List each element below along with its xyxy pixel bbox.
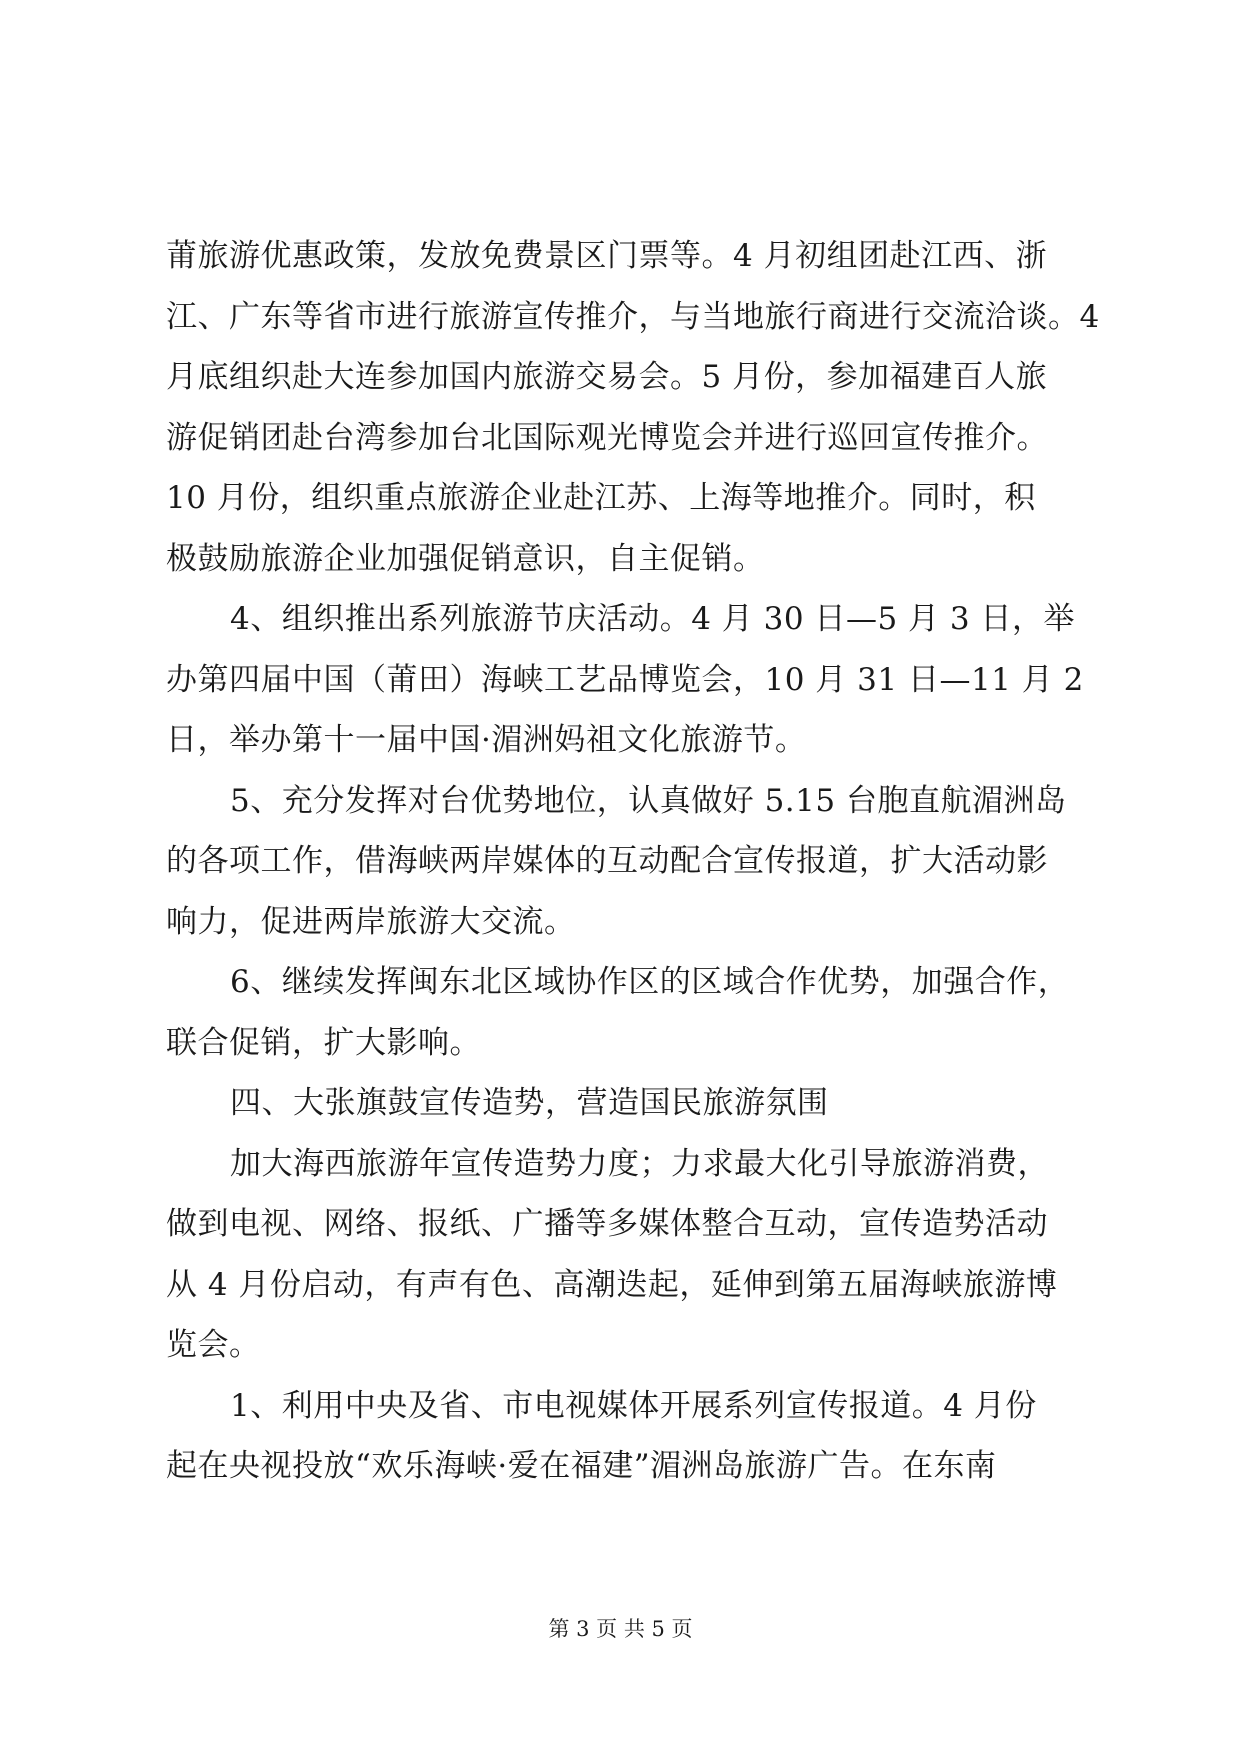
- paragraph-start-line: 加大海西旅游年宣传造势力度；力求最大化引导旅游消费，: [230, 1145, 1049, 1182]
- text-line: 的各项工作，借海峡两岸媒体的互动配合宣传报道，扩大活动影: [166, 843, 1048, 879]
- page-number-footer: 第 3 页 共 5 页: [548, 1617, 693, 1641]
- section-heading: 四、大张旗鼓宣传造势，营造国民旅游氛围: [230, 1085, 829, 1121]
- paragraph-start-line: 1、利用中央及省、市电视媒体开展系列宣传报道。4 月份: [230, 1387, 1037, 1424]
- paragraph-start-line: 4、组织推出系列旅游节庆活动。4 月 30 日—5 月 3 日，举: [230, 601, 1075, 637]
- text-line: 江、广东等省市进行旅游宣传推介，与当地旅行商进行交流洽谈。4: [166, 298, 1100, 335]
- text-line: 起在央视投放“欢乐海峡·爱在福建”湄洲岛旅游广告。在东南: [166, 1448, 997, 1484]
- text-line: 联合促销，扩大影响。: [166, 1024, 481, 1061]
- text-line: 10 月份，组织重点旅游企业赴江苏、上海等地推介。同时，积: [166, 480, 1036, 516]
- text-line: 做到电视、网络、报纸、广播等多媒体整合互动，宣传造势活动: [166, 1206, 1048, 1242]
- text-line: 从 4 月份启动，有声有色、高潮迭起，延伸到第五届海峡旅游博: [166, 1266, 1058, 1303]
- text-line: 月底组织赴大连参加国内旅游交易会。5 月份，参加福建百人旅: [166, 359, 1048, 395]
- text-line: 办第四届中国（莆田）海峡工艺品博览会，10 月 31 日—11 月 2: [166, 661, 1084, 698]
- text-line: 莆旅游优惠政策，发放免费景区门票等。4 月初组团赴江西、浙: [166, 238, 1048, 274]
- text-line: 游促销团赴台湾参加台北国际观光博览会并进行巡回宣传推介。: [166, 419, 1048, 456]
- text-line: 极鼓励旅游企业加强促销意识，自主促销。: [166, 540, 765, 577]
- paragraph-start-line: 5、充分发挥对台优势地位，认真做好 5.15 台胞直航湄洲岛: [230, 782, 1067, 819]
- text-line: 响力，促进两岸旅游大交流。: [166, 903, 576, 940]
- document-body: [166, 226, 1100, 1497]
- text-line: 览会。: [166, 1327, 261, 1363]
- text-line: 日，举办第十一届中国·湄洲妈祖文化旅游节。: [166, 722, 807, 758]
- paragraph-start-line: 6、继续发挥闽东北区域协作区的区域合作优势，加强合作，: [230, 964, 1070, 1000]
